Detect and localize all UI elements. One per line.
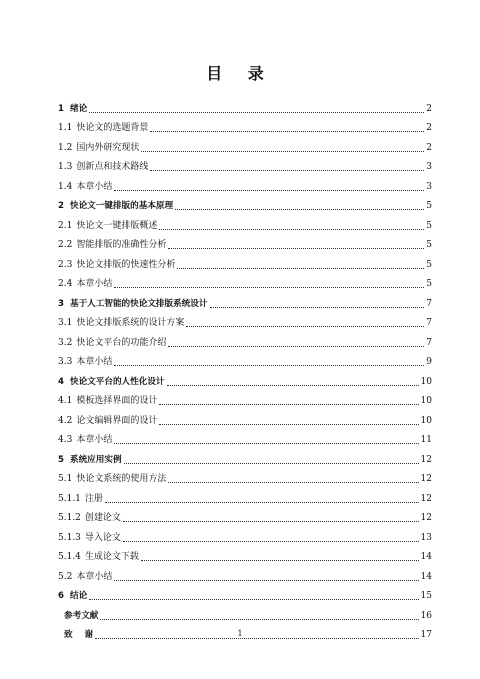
toc-entry-page: 12 [420,513,432,523]
toc-entry[interactable] [58,290,432,310]
toc-entry[interactable] [58,466,432,486]
toc-dot-leader [114,189,424,191]
toc-entry-page: 3 [426,181,432,192]
toc-entry[interactable] [58,544,432,564]
toc-entry-label: 模板选择界面的设计 [76,396,158,406]
toc-entry-page: 13 [420,532,432,543]
toc-entry-page: 16 [420,610,432,621]
toc-entry[interactable] [58,407,432,427]
toc-entry-number: 2 [58,201,64,211]
toc-entry-label: 快论文系统的使用方法 [76,474,167,484]
toc-entry-label: 结论 [69,591,88,601]
toc-entry-label: 本章小结 [76,435,113,445]
toc-dot-leader [89,111,424,113]
toc-entry-page: 12 [420,454,432,465]
toc-entry-page: 17 [420,630,432,640]
toc-entry-page: 2 [426,103,432,114]
toc-entry-page: 14 [420,571,432,582]
toc-entry[interactable] [58,173,432,193]
toc-dot-leader [168,481,418,483]
toc-entry[interactable] [58,212,432,232]
toc-entry-page: 2 [426,123,432,133]
toc-dot-leader [105,501,419,503]
toc-entry[interactable] [58,251,432,271]
toc-dot-leader [89,598,418,600]
toc-entry-page: 15 [420,591,432,601]
toc-entry-page: 5 [426,220,432,231]
toc-entry-page: 7 [426,298,432,309]
toc-entry-label: 论文编辑界面的设计 [76,415,158,426]
toc-dot-leader [114,579,418,581]
toc-entry[interactable] [58,524,432,544]
toc-dot-leader [100,618,418,620]
toc-entry[interactable] [58,193,432,213]
toc-entry-number: 3.2 [58,337,73,348]
toc-entry-number: 2.2 [58,240,73,250]
toc-entry-label: 快论文一键排版概述 [76,220,158,231]
toc-entry-page: 2 [426,142,432,153]
toc-entry-page: 7 [426,318,432,328]
toc-dot-leader [159,228,424,230]
toc-entry-label: 快论文的选题背景 [76,123,149,133]
toc-entry-page: 12 [420,474,432,484]
toc-dot-leader [159,403,418,405]
page-title: 目 录 [206,64,274,83]
toc-entry-number: 5.1 [58,474,73,484]
toc-entry[interactable] [58,232,432,252]
toc-entry-number: 4.1 [58,396,73,406]
toc-dot-leader [141,559,419,561]
toc-entry-number: 3 [58,298,64,309]
toc-entry[interactable] [58,368,432,388]
toc-entry[interactable] [58,154,432,174]
toc-entry-label: 生成论文下载 [84,552,139,562]
toc-entry[interactable] [58,349,432,369]
toc-entry-number: 5.2 [58,571,73,582]
toc-dot-leader [114,442,418,444]
toc-entry-number: 1.1 [58,123,73,133]
toc-entry-label: 快论文一键排版的基本原理 [69,201,174,211]
toc-entry[interactable] [58,427,432,447]
toc-entry-page: 11 [420,435,432,445]
toc-entry-label: 国内外研究现状 [76,142,140,153]
toc-dot-leader [114,286,424,288]
toc-entry[interactable] [58,602,432,622]
toc-dot-leader [168,345,424,347]
toc-entry-number: 5.1.3 [58,532,81,543]
toc-dot-leader [150,169,424,171]
toc-entry-page: 10 [420,396,432,406]
toc-entry-number: 1.2 [58,142,73,153]
toc-entry[interactable] [58,134,432,154]
toc-entry-number: 5.1.2 [58,513,81,523]
toc-entry[interactable] [58,485,432,505]
toc-entry[interactable] [58,310,432,330]
toc-dot-leader [210,306,425,308]
table-of-contents [58,95,432,641]
toc-entry[interactable] [58,271,432,291]
toc-dot-leader [186,325,424,327]
toc-entry-page: 12 [420,493,432,504]
toc-entry-label: 快论文排版的快速性分析 [76,259,176,270]
toc-entry-number: 4.2 [58,415,73,426]
toc-entry-label: 致 谢 [64,630,94,640]
toc-dot-leader [123,520,419,522]
toc-entry-number: 5.1.1 [58,493,81,504]
toc-entry-page: 3 [426,162,432,172]
toc-entry[interactable] [58,583,432,603]
toc-entry-label: 快论文平台的人性化设计 [69,376,165,387]
toc-entry-number: 5 [58,454,64,465]
toc-dot-leader [123,540,419,542]
toc-entry-number: 1.4 [58,181,73,192]
toc-entry-number: 1 [58,103,64,114]
toc-dot-leader [114,364,424,366]
toc-entry[interactable] [58,505,432,525]
toc-entry-label: 快论文平台的功能介绍 [76,337,167,348]
toc-entry-page: 5 [426,201,432,211]
toc-entry[interactable] [58,563,432,583]
toc-entry-page: 5 [426,240,432,250]
toc-entry-page: 9 [426,357,432,367]
toc-entry-number: 5.1.4 [58,552,81,562]
toc-dot-leader [159,423,418,425]
toc-entry-number: 4 [58,376,64,387]
toc-entry-label: 本章小结 [76,279,113,289]
toc-entry-label: 参考文献 [64,610,99,621]
toc-entry[interactable] [58,95,432,115]
toc-dot-leader [167,384,419,386]
toc-entry-label: 系统应用实例 [69,454,122,465]
toc-entry-number: 2.4 [58,279,73,289]
toc-entry-label: 绪论 [69,103,88,114]
toc-dot-leader [141,150,424,152]
toc-dot-leader [168,247,424,249]
toc-entry[interactable] [58,329,432,349]
toc-entry-page: 5 [426,259,432,270]
toc-entry-page: 10 [420,376,432,387]
toc-entry-page: 5 [426,279,432,289]
toc-entry-label: 本章小结 [76,357,113,367]
toc-entry-number: 4.3 [58,435,73,445]
toc-entry[interactable] [58,388,432,408]
toc-entry-number: 6 [58,591,64,601]
toc-entry-number: 1.3 [58,162,73,172]
toc-dot-leader [177,267,424,269]
toc-entry-number: 3.3 [58,357,73,367]
toc-entry-label: 创新点和技术路线 [76,162,149,172]
toc-entry[interactable] [58,115,432,135]
toc-entry-label: 智能排版的准确性分析 [76,240,167,250]
toc-entry-number: 2.1 [58,220,73,231]
toc-dot-leader [175,208,424,210]
toc-entry-label: 导入论文 [84,532,121,543]
toc-entry[interactable] [58,446,432,466]
toc-entry-page: 7 [426,337,432,348]
toc-entry-number: 2.3 [58,259,73,270]
toc-entry-label: 本章小结 [76,571,113,582]
toc-entry-label: 注册 [84,493,103,504]
toc-entry-label: 基于人工智能的快论文排版系统设计 [69,298,208,309]
toc-dot-leader [150,130,424,132]
toc-entry-label: 本章小结 [76,181,113,192]
toc-entry-page: 10 [420,415,432,426]
toc-entry-number: 3.1 [58,318,73,328]
toc-dot-leader [124,462,419,464]
page-number: 1 [237,629,243,638]
toc-entry-label: 创建论文 [84,513,121,523]
toc-entry-page: 14 [420,552,432,562]
toc-entry-label: 快论文排版系统的设计方案 [76,318,185,328]
